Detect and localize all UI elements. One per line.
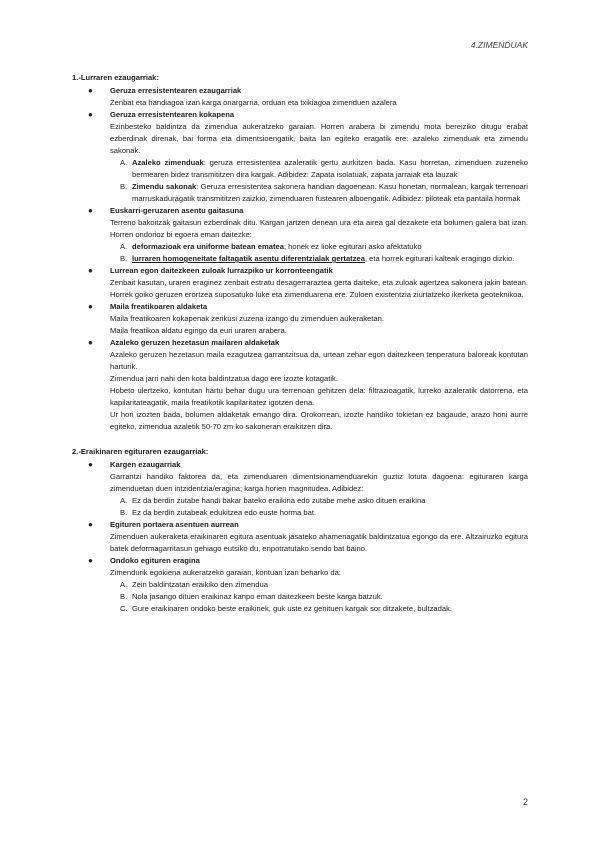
sub-item: [72, 507, 528, 519]
sub-item-text: , eta horrek egiturari kalteak eragingo dizkio.: [364, 254, 515, 263]
item-text: Zimenduen aukeraketa eraikinaren egitura asentuak jasateko ahamenagatik baldintzatua egongo da ere. Altzairuzko egitura batek deformagarritasun gehiago eutsiko du, enpotratutako sendo bat baino.: [110, 532, 528, 553]
item-title: Geruza erresistentearen ezaugarriak: [110, 86, 242, 95]
document-body: [72, 72, 528, 615]
sub-item: [72, 579, 528, 591]
item-title: Geruza erresistentearen kokapena: [110, 110, 235, 119]
sub-item-label: A.: [120, 496, 128, 505]
sub-item-label: B.: [120, 592, 128, 601]
sub-item-term: lurraren homogeneitate faltagatik asentu diferentzialak gertatzea: [132, 254, 365, 263]
item-text: Garrantzi handiko faktorea da, eta zimenduaren dimentsionamenduarekin guztiz lotuta dagoena: egituraren karga zimenduetan duen intzidentzia/eragina; karga horien magnitudea. Adibidez:: [110, 472, 528, 493]
sub-item: [72, 181, 528, 205]
sub-item: [72, 603, 528, 615]
sub-item-label: B.: [120, 182, 128, 191]
page-header: 4.ZIMENDUAK: [470, 40, 528, 50]
list-item: [72, 301, 528, 337]
sub-item-text: ; honek ez lioke egiturari asko afektatuko: [283, 242, 422, 251]
item-text: Ezinbesteko baldintza da zimendua aukeratzeko garaian. Horren arabera bi zimendu mota bereiziko ditugu erabat ezberdinak direnak, bai forma eta dimentsioengatik, baita lan egiteko eragatik ere: azaleko zimenduak eta zimendu sakonak.: [110, 122, 528, 155]
list-item: [72, 519, 528, 555]
list-item: [72, 205, 528, 241]
bullet-icon: ●: [88, 266, 93, 275]
item-text: Terreno bakoitzak gaitasun ezberdinak ditu. Kargan jartzen denean ura eta airea gal dezakete eta bolumen galera bat izan. Horren ondorioz bi egoera eman daitezke:: [110, 218, 528, 239]
sub-item-label: A.: [120, 158, 128, 167]
item-text: Maila freatikoaren kokapenak zerikusi zuzena izango du zimenduen aukeraketan.: [110, 314, 384, 323]
sub-item-text: Ez da berdin zutabe handi bakar bateko eraikina edo zutabe mehe asko dituen eraikina: [132, 496, 426, 505]
list-item: [72, 85, 528, 109]
item-title: Azaleko geruzen hezetasun mailaren aldaketak: [110, 338, 280, 347]
item-text: Ur hori izozten bada, bolumen aldaketak emango dira. Orokorrean, izozte handiko tokietan ez bagaude, arazo honi aurre egiteko, zimendua azaletik 50-70 zm ko sakoneran eraikitzen dira.: [110, 410, 528, 431]
item-text: Zimendurik egokiena aukeratzeko garaian, kontuan izan beharko da:: [110, 568, 341, 577]
item-title: Kargen ezaugarriak: [110, 460, 181, 469]
sub-item-term: deformazioak era uniforme batean ematea: [132, 242, 284, 251]
section-title: 1.-Lurraren ezaugarriak:: [72, 73, 159, 82]
bullet-icon: ●: [88, 110, 93, 119]
item-text: Hobeto ulertzeko, kontutan hartu behar dugu ura terrenoan gehitzen dela: filtrazioagatik, lurreko azaleratik datorrena, eta kapilaritateagatik, maila freatikotik kapilaritatez igotzen dena.: [110, 386, 528, 407]
sub-item: [72, 253, 528, 265]
sub-item-text: Zein baldintzatan eraikiko den zimendua: [132, 580, 268, 589]
section-title: 2.-Eraikinaren egituraren ezaugarriak:: [72, 447, 209, 456]
sub-item: [72, 495, 528, 507]
sub-item-label: C.: [120, 604, 128, 613]
sub-item: [72, 591, 528, 603]
sub-item-label: A.: [120, 580, 128, 589]
item-text: Zenbat eta handiagoa izan karga onargarria, orduan eta txikiagoa zimenduen azalera: [110, 98, 397, 107]
sub-item-label: B.: [120, 254, 128, 263]
item-title: Egituren portaera asentuen aurrean: [110, 520, 239, 529]
bullet-icon: ●: [88, 460, 93, 469]
sub-item: [72, 241, 528, 253]
list-item: [72, 109, 528, 157]
bullet-icon: ●: [88, 556, 93, 565]
sub-item-term: Azaleko zimenduak: [132, 158, 204, 167]
list-item: [72, 265, 528, 301]
item-text: Zimendua jarri nahi den kota baldintzatua dago ere izozte kotagatik.: [110, 374, 338, 383]
item-title: Ondoko egituren eragina: [110, 556, 200, 565]
sub-item-text: Ez da berdin zutabeak edukitzea edo euste horma bat.: [132, 508, 317, 517]
sub-item-text: : geruza erresistentea azaleratik gertu aurkitzen bada. Kasu horretan, zimenduen zuzeneko bermearen bidez transmititzen dira kargak. Adibidez: Zapata isolatuak, zapata jarraiak eta lauzak: [132, 158, 528, 179]
sub-item-text: Nola jasango dituen eraikinaz kanpo eman daitezkeen beste karga batzuk.: [132, 592, 383, 601]
sub-item: [72, 157, 528, 181]
bullet-icon: ●: [88, 338, 93, 347]
list-item: [72, 337, 528, 433]
item-text: Azaleko geruzen hezetasun maila ezagutzea garrantzitsua da, urtean zehar egon daitezkeen tenperatura baloreak kontutan harturik.: [110, 350, 528, 371]
item-title: Euskarri-geruzaren asentu gaitasuna: [110, 206, 244, 215]
bullet-icon: ●: [88, 206, 93, 215]
sub-item-term: Zimendu sakonak: [132, 182, 197, 191]
bullet-icon: ●: [88, 86, 93, 95]
sub-item-label: B.: [120, 508, 128, 517]
page-number: 2: [522, 797, 528, 807]
sub-item-text: Gure eraikinaren ondoko beste eraikinek, guk uste ez genituen kargak sor ditzakete, bultzadak.: [132, 604, 452, 613]
item-text: Maila freatikoa aldatu egingo da euri uraren arabera.: [110, 326, 287, 335]
item-title: Lurrean egon daitezkeen zuloak lurrazpiko ur korronteengatik: [110, 266, 333, 275]
bullet-icon: ●: [88, 302, 93, 311]
item-title: Maila freatikoaren aldaketa: [110, 302, 208, 311]
list-item: [72, 459, 528, 495]
item-text: Zenbait kasutan, uraren eraginez zenbait estratu desagerraraztea gerta daiteke, eta zuloak agertzea sakonera jakin batean. Horrek goiko geruzen erortzea suposatuko luke eta zimenduarena ere. Zuloen existentzia ziurtatzeko ikerketa geoteknikoa.: [110, 278, 528, 299]
sub-item-text: : Geruza erresistentea sakonera handian dagoenean. Kasu honetan, normalean, kargak terrenoari marruskaduragatik transmititzen zaizkio, zimenduaren fustearen alboengatik. Adibidez: piloteak eta pantaila hormak: [132, 182, 528, 203]
list-item: [72, 555, 528, 579]
sub-item-label: A.: [120, 242, 128, 251]
bullet-icon: ●: [88, 520, 93, 529]
